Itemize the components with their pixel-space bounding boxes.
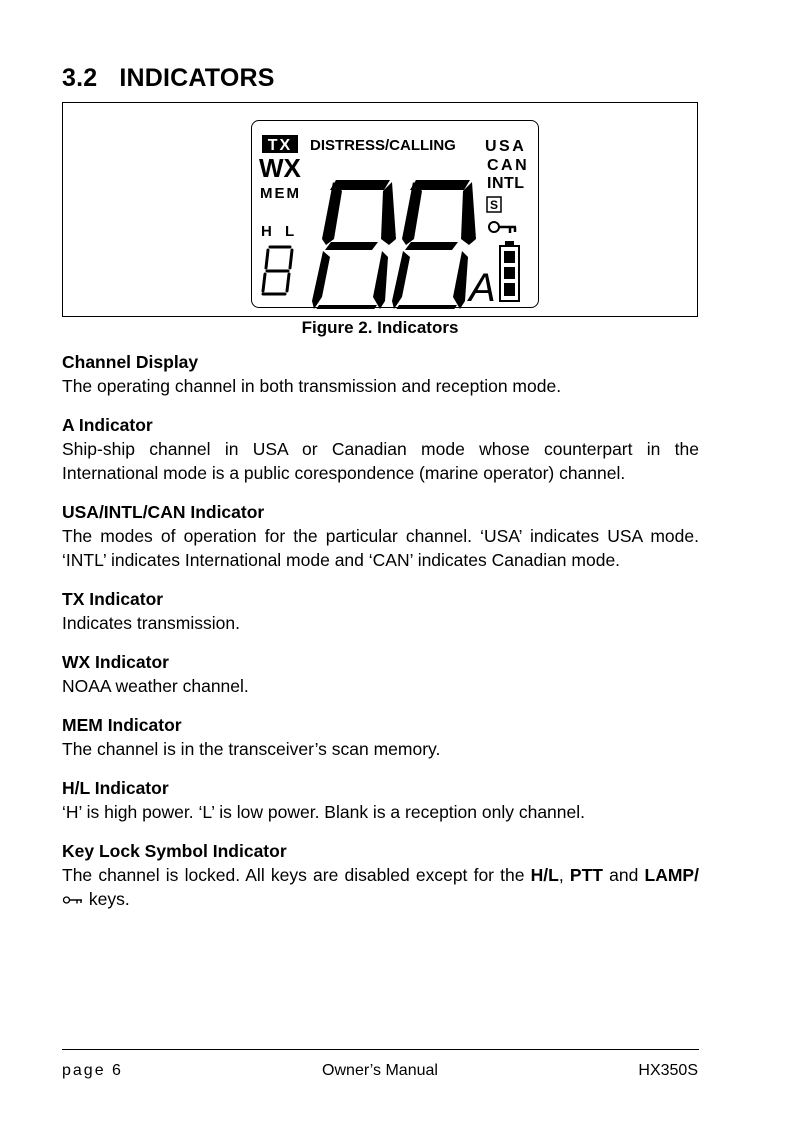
manual-title: Owner’s Manual (322, 1062, 438, 1079)
text-part: The channel is locked. All keys are disabled except for the (62, 865, 531, 885)
figure-caption: Figure 2. Indicators (301, 318, 459, 337)
page-number: page 6 (62, 1062, 123, 1079)
small-digit-segments (263, 247, 292, 294)
section-title: A Indicator (62, 415, 153, 435)
section-title: MEM Indicator (62, 715, 182, 735)
section-text (62, 863, 699, 911)
key-lock-indicator-section (62, 839, 699, 911)
indicator-descriptions (62, 350, 699, 926)
text-part: , (558, 865, 570, 885)
channel-display-section (62, 350, 699, 398)
section-title: Channel Display (62, 352, 199, 372)
distress-calling-indicator: DISTRESS/CALLING (310, 137, 456, 154)
scan-indicator: S (489, 198, 499, 212)
a-indicator-section (62, 413, 699, 485)
section-text: NOAA weather channel. (62, 676, 249, 696)
section-text: The channel is in the transceiver’s scan memory. (62, 739, 441, 759)
section-text: Indicates transmission. (62, 613, 240, 633)
channel-digit-left (312, 180, 396, 309)
low-power-indicator: L (285, 223, 295, 240)
text-part: keys. (84, 889, 130, 909)
lcd-display (251, 120, 539, 308)
mem-indicator: MEM (260, 185, 301, 202)
tx-indicator-section (62, 587, 699, 635)
intl-indicator: INTL (487, 175, 525, 192)
section-title: USA/INTL/CAN Indicator (62, 502, 265, 522)
section-title: H/L Indicator (62, 778, 169, 798)
can-indicator: CAN (487, 157, 530, 174)
tx-indicator: TX (267, 137, 293, 154)
section-title: Key Lock Symbol Indicator (62, 841, 287, 861)
lamp-key-label: LAMP/ (644, 865, 699, 885)
section-text: Ship-ship channel in USA or Canadian mode whose counterpart in the International mode is a public corespondence (marine operator) channel. (62, 439, 699, 483)
figure-frame (62, 102, 698, 317)
section-text: The operating channel in both transmission and reception mode. (62, 376, 562, 396)
section-text: ‘H’ is high power. ‘L’ is low power. Blank is a reception only channel. (62, 802, 586, 822)
section-title: TX Indicator (62, 589, 164, 609)
channel-digit-right (392, 180, 476, 309)
hl-key-label: H/L (530, 865, 559, 885)
section-title: WX Indicator (62, 652, 169, 672)
model-name: HX350S (638, 1062, 698, 1079)
lcd-drawing (252, 121, 540, 309)
key-icon (489, 222, 516, 233)
section-title: INDICATORS (119, 64, 275, 92)
mem-indicator-section (62, 713, 699, 761)
section-heading (62, 64, 275, 93)
ptt-key-label: PTT (569, 865, 603, 885)
ship-ship-a-indicator: A (469, 266, 496, 309)
footer-divider (62, 1049, 699, 1050)
wx-indicator: WX (259, 153, 301, 183)
high-power-indicator: H (261, 223, 272, 240)
key-icon (62, 894, 84, 906)
section-text: The modes of operation for the particular channel. ‘USA’ indicates USA mode. ‘INTL’ indicates International mode and ‘CAN’ indicates Canadian mode. (62, 526, 699, 570)
text-part: and (602, 865, 645, 885)
wx-indicator-section (62, 650, 699, 698)
hl-indicator-section (62, 776, 699, 824)
usa-indicator: USA (485, 138, 527, 155)
battery-icon (500, 241, 519, 301)
mode-indicator-section (62, 500, 699, 572)
section-number: 3.2 (62, 64, 98, 92)
